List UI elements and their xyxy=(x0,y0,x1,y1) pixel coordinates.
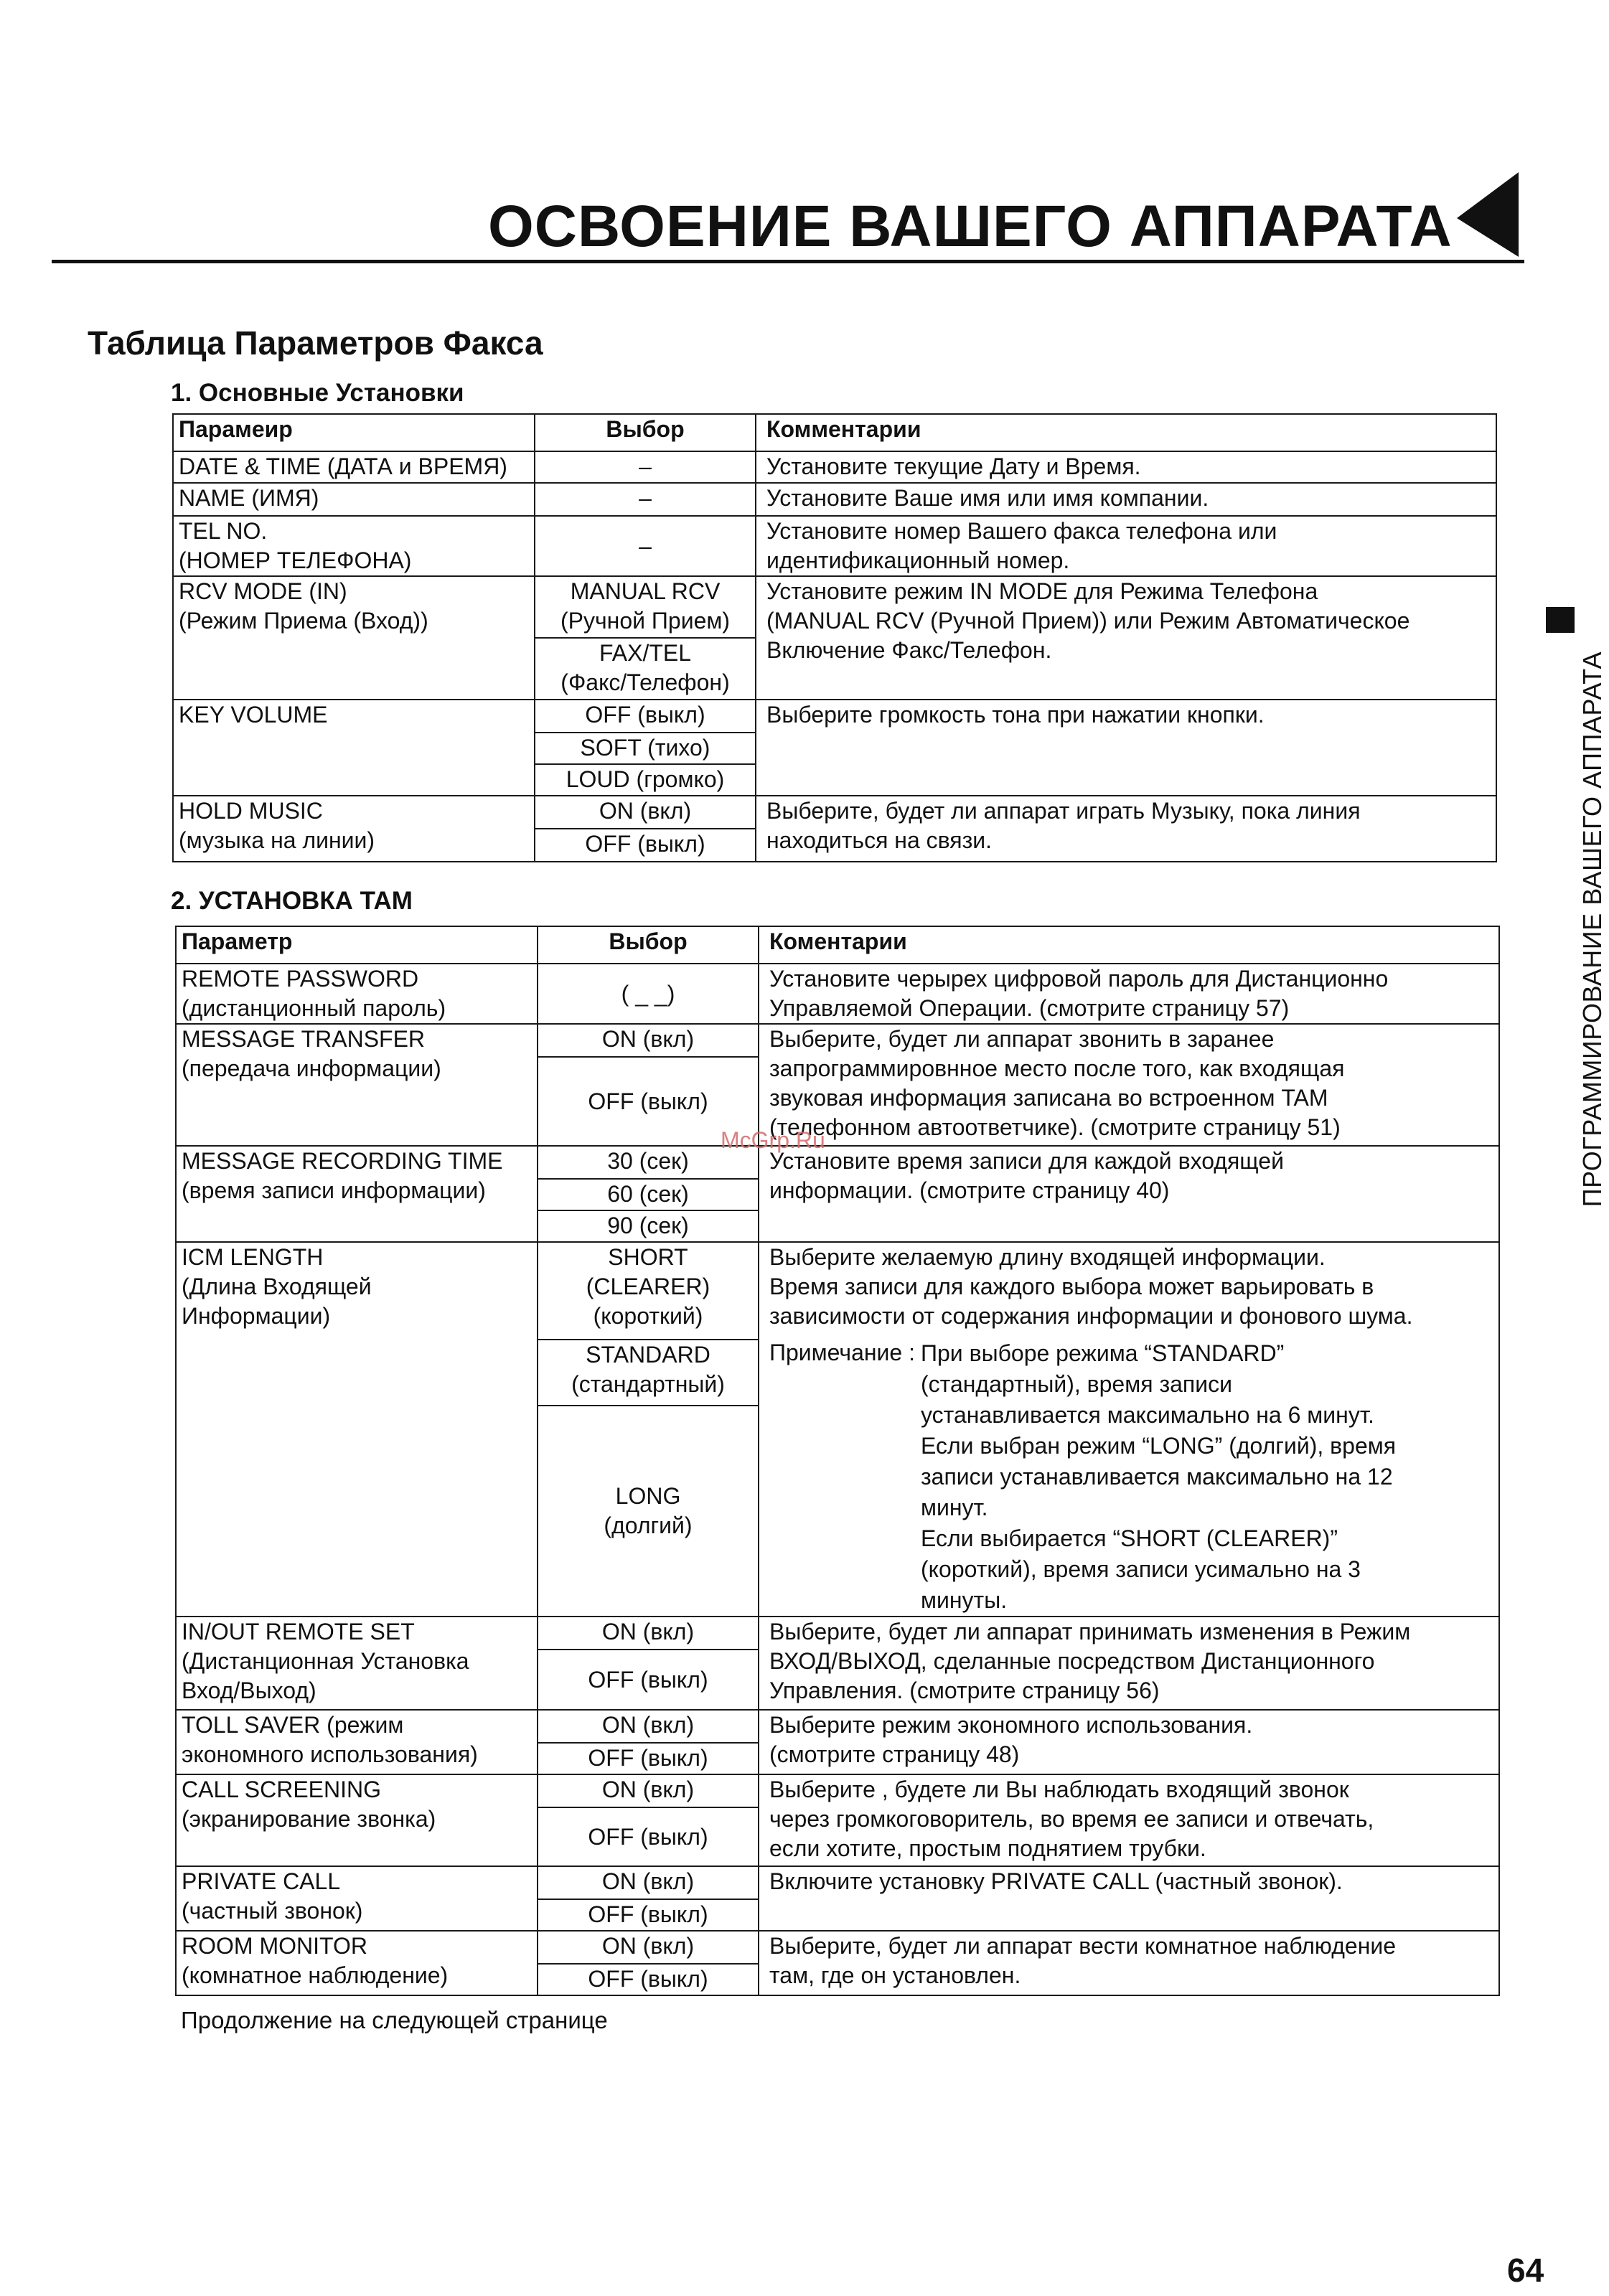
comment-cell: Установите текущие Дату и Время. xyxy=(756,451,1496,483)
column-header-option: Выбор xyxy=(538,926,759,964)
table-row xyxy=(176,964,1499,1024)
title-underline xyxy=(52,260,1524,263)
side-tab-marker xyxy=(1546,607,1575,633)
option-cell: OFF (выкл) xyxy=(538,1650,759,1710)
option-cell: ON (вкл) xyxy=(538,1774,759,1807)
table-header-row xyxy=(176,926,1499,964)
table-row xyxy=(176,1710,1499,1743)
table-row xyxy=(176,1617,1499,1650)
table-row xyxy=(173,483,1496,516)
section2-heading: 2. УСТАНОВКА TAM xyxy=(171,887,413,915)
option-cell: 60 (сек) xyxy=(538,1179,759,1210)
table-row xyxy=(176,1931,1499,1964)
comment-cell: Включите установку PRIVATE CALL (частный звонок). xyxy=(759,1866,1499,1931)
option-cell: OFF (выкл) xyxy=(538,1807,759,1866)
param-cell: TEL NO. (НОМЕР ТЕЛЕФОНА) xyxy=(173,516,535,576)
comment-cell: Установите номер Вашего факса телефона или идентификационный номер. xyxy=(756,516,1496,576)
column-header-param: Парамеир xyxy=(173,414,535,451)
option-cell: MANUAL RCV (Ручной Прием) xyxy=(535,576,756,638)
option-cell: ON (вкл) xyxy=(535,796,756,829)
table-row xyxy=(176,1146,1499,1179)
continued-note: Продолжение на следующей странице xyxy=(181,2007,608,2033)
table-row xyxy=(173,516,1496,576)
basic-settings-table xyxy=(172,413,1497,862)
table-row xyxy=(176,1242,1499,1340)
tam-settings-table xyxy=(175,926,1500,1996)
comment-cell: Выберите , будете ли Вы наблюдать входящий звонок через громкоговоритель, во время ее записи и отвечать, если хотите, простым поднятием трубки. xyxy=(759,1774,1499,1866)
param-cell: KEY VOLUME xyxy=(173,700,535,796)
comment-cell: Выберите, будет ли аппарат принимать изменения в Режим ВХОД/ВЫХОД, сделанные посредством Дистанционного Управления. (смотрите страницу 56) xyxy=(759,1617,1499,1710)
option-cell: OFF (выкл) xyxy=(538,1057,759,1146)
option-cell: ON (вкл) xyxy=(538,1710,759,1743)
page-number: 64 xyxy=(1507,2252,1544,2289)
option-cell: – xyxy=(535,483,756,516)
note-label: Примечание : xyxy=(769,1340,915,1365)
note-body: При выборе режима “STANDARD” (стандартный), время записи устанавливается максимально на 6 минут. Если выбран режим “LONG” (долгий), время записи устанавливается максимально на 12 минут. Если выбирается “SHORT (CLEARER)” (короткий), время записи усимально на 3 минуты. xyxy=(921,1340,1397,1613)
param-cell: RCV MODE (IN) (Режим Приема (Вход)) xyxy=(173,576,535,700)
option-cell: ON (вкл) xyxy=(538,1024,759,1057)
column-header-comment: Комментарии xyxy=(756,414,1496,451)
option-cell: OFF (выкл) xyxy=(535,829,756,862)
comment-cell: Выберите, будет ли аппарат вести комнатное наблюдение там, где он установлен. xyxy=(759,1931,1499,1995)
option-cell: ON (вкл) xyxy=(538,1617,759,1650)
option-cell: ( _ _) xyxy=(538,964,759,1024)
table-row xyxy=(173,796,1496,829)
param-cell: IN/OUT REMOTE SET (Дистанционная Установка Вход/Выход) xyxy=(176,1617,538,1710)
option-cell: OFF (выкл) xyxy=(538,1964,759,1995)
column-header-comment: Коментарии xyxy=(759,926,1499,964)
option-cell: ON (вкл) xyxy=(538,1866,759,1899)
option-cell: 90 (сек) xyxy=(538,1210,759,1242)
param-cell: ICM LENGTH (Длина Входящей Информации) xyxy=(176,1242,538,1617)
param-cell: TOLL SAVER (режим экономного использования) xyxy=(176,1710,538,1774)
param-cell: MESSAGE TRANSFER (передача информации) xyxy=(176,1024,538,1146)
page-title: ОСВОЕНИЕ ВАШЕГО АППАРАТА xyxy=(488,194,1453,259)
table-row xyxy=(173,576,1496,638)
column-header-param: Параметр xyxy=(176,926,538,964)
column-header-option: Выбор xyxy=(535,414,756,451)
side-section-label: ПРОГРАММИРОВАНИЕ ВАШЕГО АППАРАТА xyxy=(1577,651,1607,1208)
watermark: McGrp.Ru xyxy=(721,1127,825,1153)
left-triangle-icon xyxy=(1457,172,1519,257)
comment-cell: Выберите режим экономного использования. (смотрите страницу 48) xyxy=(759,1710,1499,1774)
option-cell: LONG (долгий) xyxy=(538,1406,759,1617)
section1-heading: 1. Основные Установки xyxy=(171,379,464,407)
option-cell: OFF (выкл) xyxy=(538,1743,759,1774)
param-cell: CALL SCREENING (экранирование звонка) xyxy=(176,1774,538,1866)
param-cell: REMOTE PASSWORD (дистанционный пароль) xyxy=(176,964,538,1024)
option-cell: SOFT (тихо) xyxy=(535,733,756,764)
option-cell: STANDARD (стандартный) xyxy=(538,1340,759,1406)
table-header-row xyxy=(173,414,1496,451)
param-cell: ROOM MONITOR (комнатное наблюдение) xyxy=(176,1931,538,1995)
comment-cell: Выберите желаемую длину входящей информации. Время записи для каждого выбора может варьировать в зависимости от содержания информации и фонового шума. Примечание : При выборе режима “STANDARD” (стандартный), время записи устанавливается максимально на 6 минут. Если выбран режим “LONG” (долгий), время записи устанавливается максимально на 12 минут. Если выбирается “SHORT (CLEARER)” (короткий), время записи усимально на 3 минуты. xyxy=(759,1242,1499,1617)
comment-cell: Установите время записи для каждой входящей информации. (смотрите страницу 40) xyxy=(759,1146,1499,1242)
option-cell: – xyxy=(535,451,756,483)
option-cell: OFF (выкл) xyxy=(538,1899,759,1931)
comment-cell: Установите черырех цифровой пароль для Дистанционно Управляемой Операции. (смотрите страницу 57) xyxy=(759,964,1499,1024)
option-cell: ON (вкл) xyxy=(538,1931,759,1964)
param-cell: DATE & TIME (ДАТА и ВРЕМЯ) xyxy=(173,451,535,483)
comment-cell: Выберите громкость тона при нажатии кнопки. xyxy=(756,700,1496,796)
table-row xyxy=(173,700,1496,733)
table-row xyxy=(176,1024,1499,1057)
param-cell: MESSAGE RECORDING TIME (время записи информации) xyxy=(176,1146,538,1242)
option-cell: FAX/TEL (Факс/Телефон) xyxy=(535,638,756,700)
param-cell: NAME (ИМЯ) xyxy=(173,483,535,516)
comment-cell: Выберите, будет ли аппарат звонить в заранее запрограммировнное место после того, как входящая звуковая информация записана во встроенном TAM (телефонном автоответчике). (смотрите страницу 51) xyxy=(759,1024,1499,1146)
option-cell: 30 (сек) xyxy=(538,1146,759,1179)
option-cell: SHORT (CLEARER) (короткий) xyxy=(538,1242,759,1340)
comment-cell: Выберите, будет ли аппарат играть Музыку, пока линия находиться на связи. xyxy=(756,796,1496,862)
comment-cell: Установите Ваше имя или имя компании. xyxy=(756,483,1496,516)
option-cell: LOUD (громко) xyxy=(535,764,756,796)
option-cell: OFF (выкл) xyxy=(535,700,756,733)
page-heading: Таблица Параметров Факса xyxy=(88,324,543,362)
table-row xyxy=(173,451,1496,483)
param-cell: HOLD MUSIC (музыка на линии) xyxy=(173,796,535,862)
table-row xyxy=(176,1866,1499,1899)
option-cell: – xyxy=(535,516,756,576)
table-row xyxy=(176,1774,1499,1807)
comment-cell: Установите режим IN MODE для Режима Телефона (MANUAL RCV (Ручной Прием)) или Режим Автоматическое Включение Факс/Телефон. xyxy=(756,576,1496,700)
param-cell: PRIVATE CALL (частный звонок) xyxy=(176,1866,538,1931)
icm-note xyxy=(769,1338,1494,1616)
